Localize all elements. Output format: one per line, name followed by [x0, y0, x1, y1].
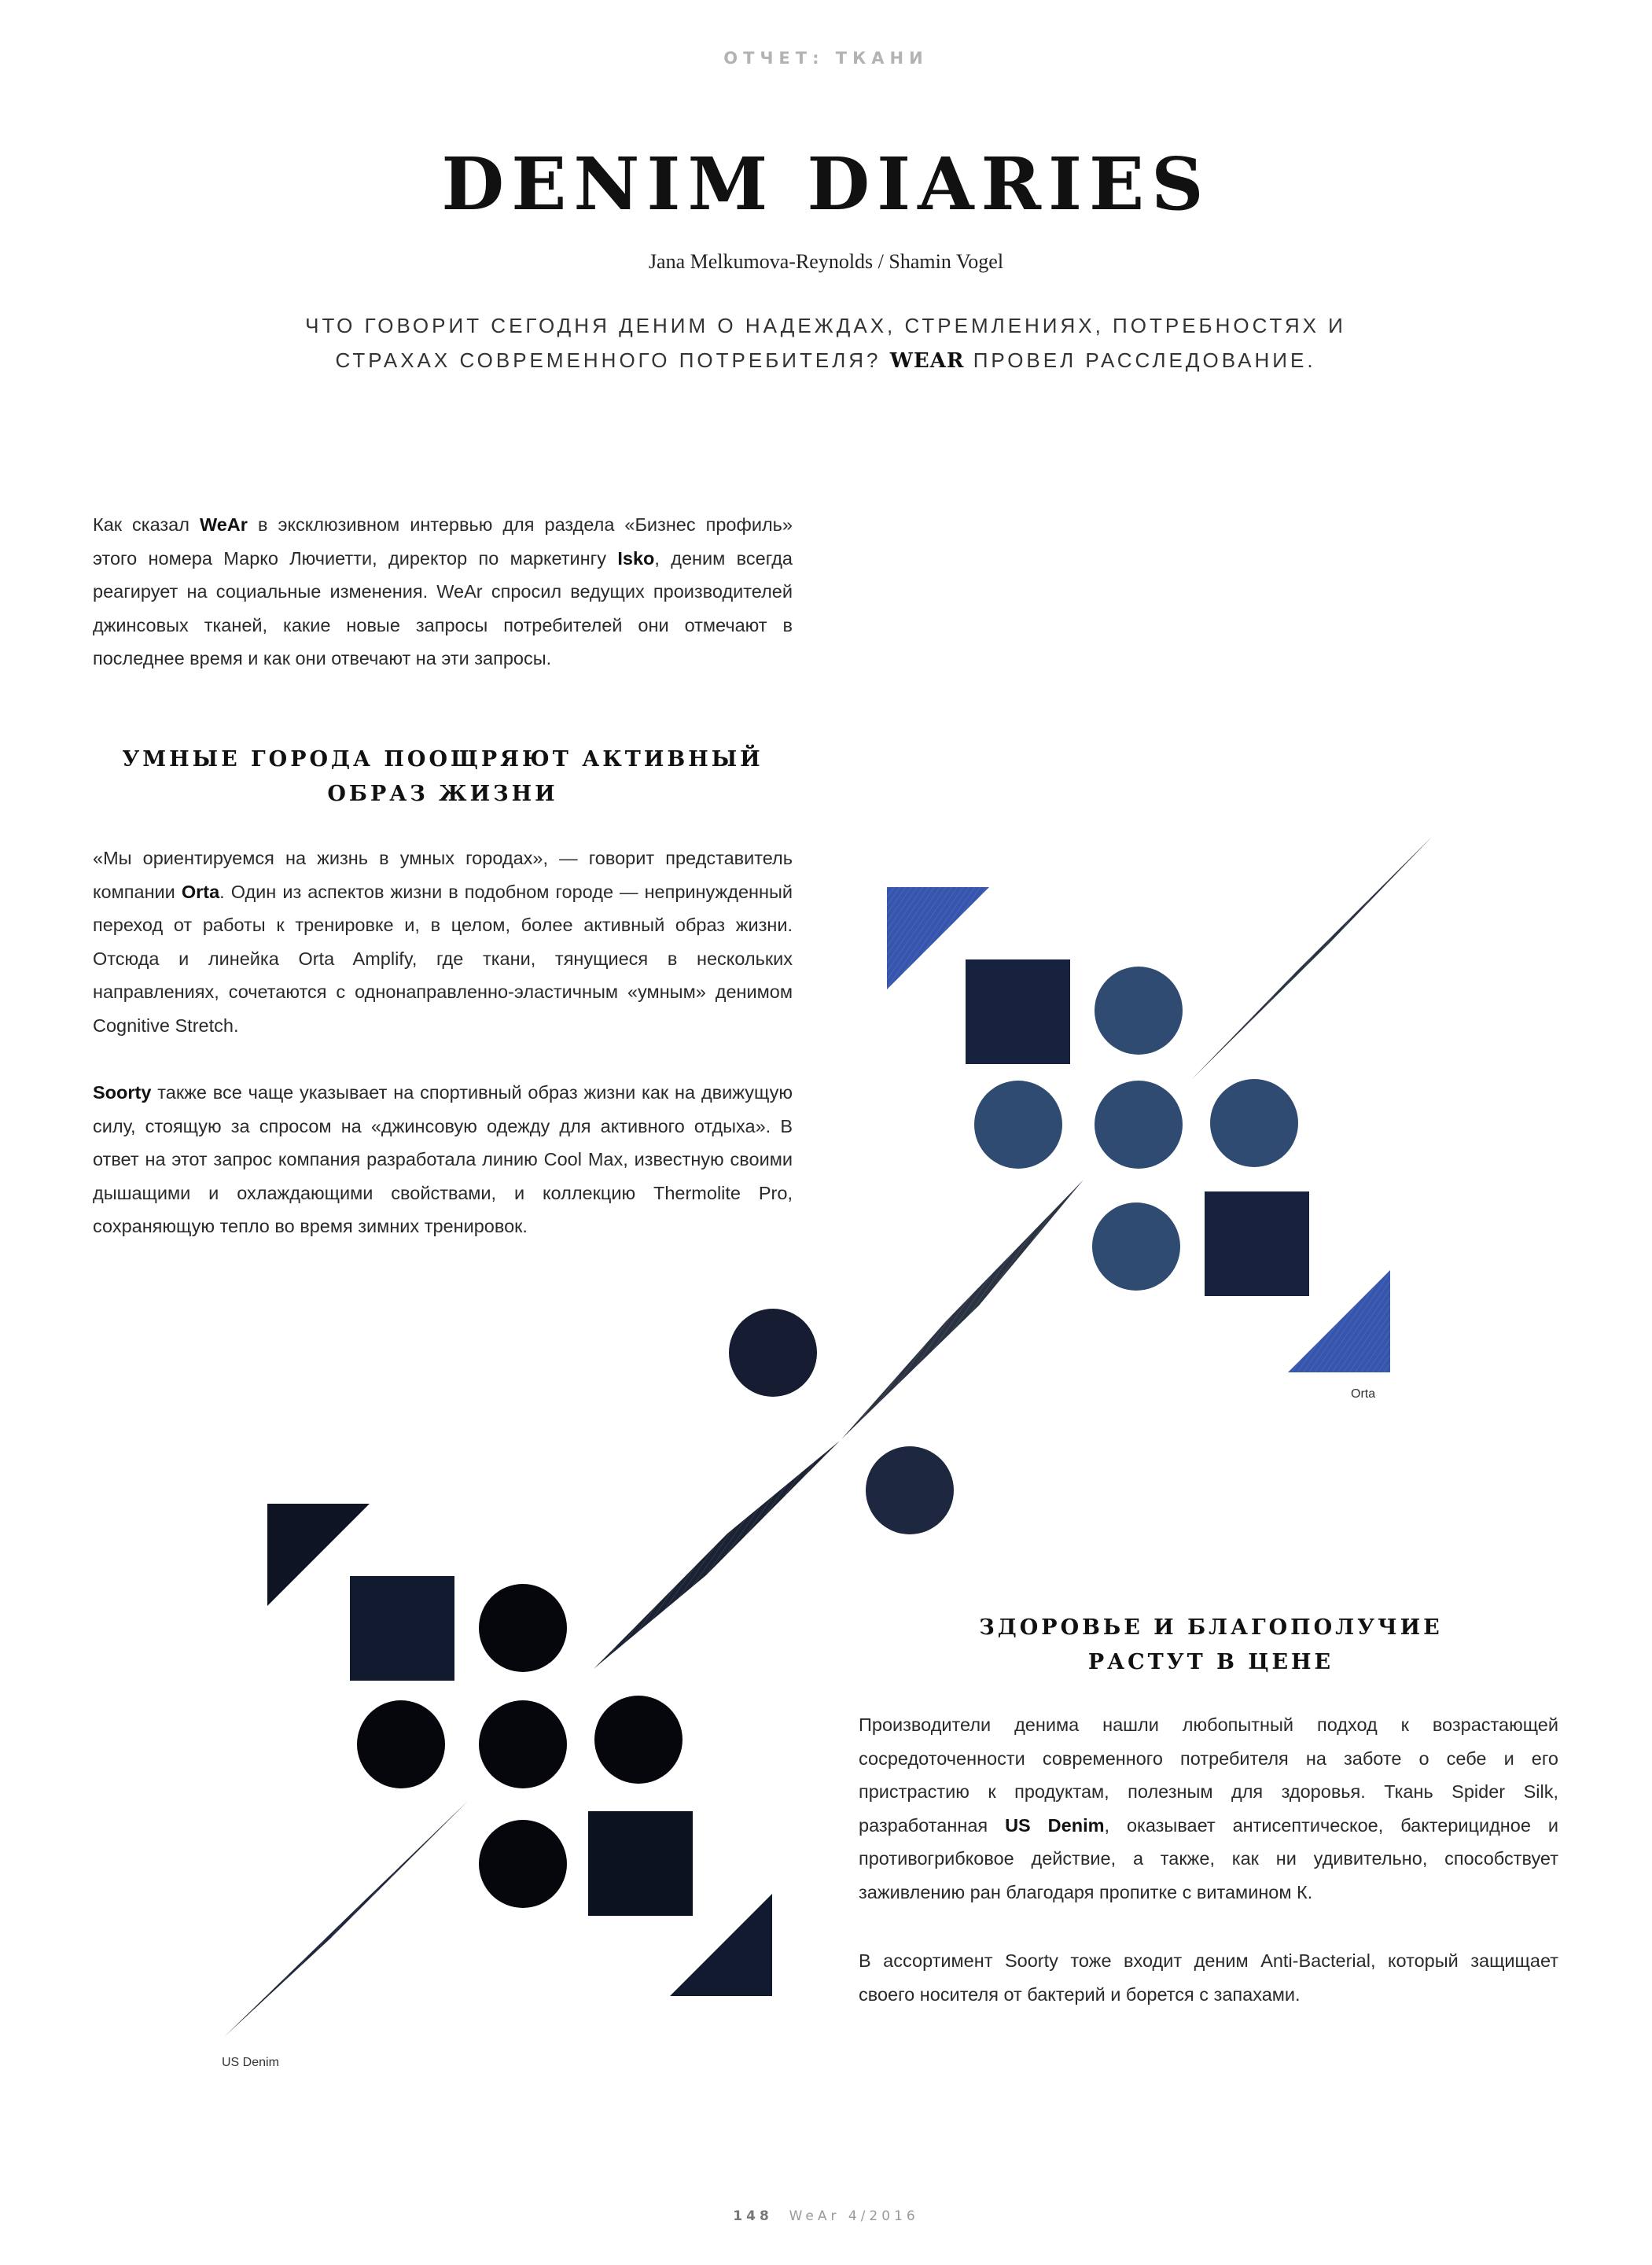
- orta-swatch-group: [841, 836, 1433, 1439]
- usdenim-circle: [357, 1700, 445, 1788]
- section-heading-smart-cities: [93, 742, 793, 812]
- orta-circle: [1095, 967, 1183, 1055]
- orta-circle: [1092, 1202, 1180, 1291]
- intro-paragraph: Как сказал WeAr в эксклюзивном интервью для раздела «Бизнес профиль» этого номера Марко Лючиетти, директор по маркетингу Isko, деним всегда реагирует на социальные изменения. WeAr спросил ведущих производителей джинсовых тканей, какие новые запросы потребителей они отмечают в последнее время и как они отвечают на эти запросы.: [93, 514, 793, 669]
- orta-circle: [1095, 1081, 1183, 1169]
- orta-circle: [1210, 1079, 1298, 1167]
- usdenim-square-bottom: [588, 1811, 693, 1916]
- usdenim-circle: [479, 1700, 567, 1788]
- section-heading-health: [896, 1611, 1525, 1680]
- brand-name: WEAR: [889, 349, 965, 373]
- connector-circle: [729, 1309, 817, 1397]
- paragraph-us-denim: Производители денима нашли любопытный подход к возрастающей сосредоточенности современного потребителя на заботе о себе и его пристрастию к продуктам, полезным для здоровья. Ткань Spider Silk, разработанная US Denim, оказывает антисептическое, бактерицидное и противогрибковое действие, а также, как ни удивительно, способствует заживлению ран благодаря пропитке с витамином К.: [859, 1714, 1558, 1902]
- heading-line: РАСТУТ В ЦЕНЕ: [1087, 1650, 1334, 1674]
- paragraph-soorty: Soorty также все чаще указывает на спортивный образ жизни как на движущую силу, стоящую за спросом на «джинсовую одежду для активного отдыха». В ответ на этот запрос компания разработала линию Cool Max, известную своими дышащими и охлаждающими свойствами, и коллекцию Thermolite Pro, сохраняющую тепло во время зимних тренировок.: [93, 1082, 793, 1237]
- heading-line: УМНЫЕ ГОРОДА ПООЩРЯЮТ АКТИВНЫЙ: [122, 747, 763, 772]
- caption-orta: Orta: [1351, 1387, 1376, 1401]
- paragraph-anti-bacterial: В ассортимент Soorty тоже входит деним Anti-Bacterial, который защищает своего носителя от бактерий и борется с запахами.: [859, 1950, 1558, 2005]
- caption-us-denim: US Denim: [222, 2056, 279, 2069]
- usdenim-circle: [479, 1820, 567, 1908]
- page-title: DENIM DIARIES: [441, 142, 1211, 226]
- page-footer: [0, 2208, 1652, 2224]
- usdenim-circle: [594, 1696, 683, 1784]
- paragraph-orta: «Мы ориентируемся на жизнь в умных городах», — говорит представитель компании Orta. Один из аспектов жизни в подобном городе — непринужденный переход от работы к тренировке и, в целом, более активный образ жизни. Отсюда и линейка Orta Amplify, где ткани, тянущиеся в нескольких направлениях, сочетаются с однонаправленно-эластичным «умным» денимом Cognitive Stretch.: [93, 848, 793, 1036]
- issue-label: WeAr 4/2016: [789, 2208, 919, 2224]
- usdenim-square-top: [350, 1576, 454, 1681]
- page-number: 148: [733, 2208, 773, 2224]
- connector-circle: [866, 1446, 954, 1534]
- orta-square-bottom: [1205, 1191, 1309, 1296]
- heading-line: ЗДОРОВЬЕ И БЛАГОПОЛУЧИЕ: [979, 1615, 1443, 1640]
- heading-line: ОБРАЗ ЖИЗНИ: [327, 782, 558, 806]
- standfirst-text: ПРОВЕЛ РАССЛЕДОВАНИЕ.: [964, 348, 1316, 372]
- standfirst-text: ЧТО ГОВОРИТ СЕГОДНЯ ДЕНИМ О НАДЕЖДАХ, СТРЕМЛЕНИЯХ, ПОТРЕБНОСТЯХ И СТРАХАХ СОВРЕМЕННОГО ПОТРЕБИТЕЛЯ?: [305, 314, 1346, 372]
- section-kicker: ОТЧЕТ: ТКАНИ: [723, 49, 929, 68]
- standfirst: [275, 308, 1376, 378]
- byline: Jana Melkumova-Reynolds / Shamin Vogel: [648, 250, 1004, 273]
- orta-square-top: [966, 959, 1070, 1064]
- usdenim-circle: [479, 1584, 567, 1672]
- orta-circle: [974, 1081, 1062, 1169]
